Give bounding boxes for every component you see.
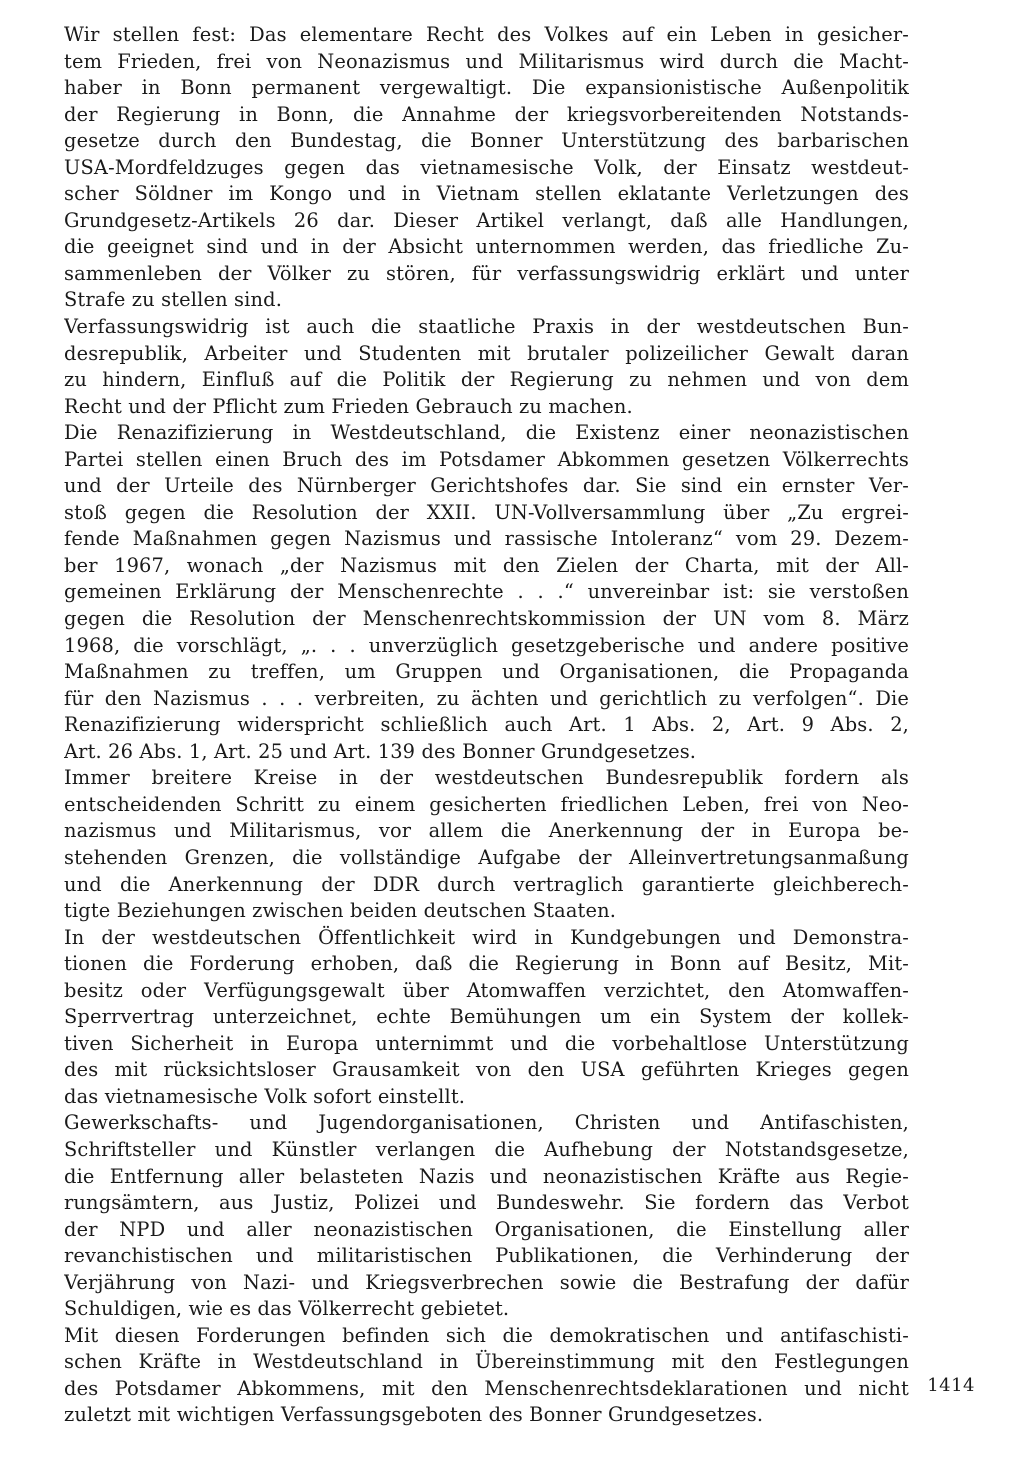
text-line: scher Söldner im Kongo und in Vietnam stellen eklatante Verletzungen des	[64, 182, 909, 206]
text-line: desrepublik, Arbeiter und Studenten mit brutaler polizeilicher Gewalt daran	[64, 341, 909, 365]
text-line: nazismus und Militarismus, vor allem die Anerkennung der in Europa be-	[64, 819, 909, 843]
text-line: Verjährung von Nazi- und Kriegsverbrechen sowie die Bestrafung der dafür	[64, 1270, 909, 1294]
text-line: für den Nazismus . . . verbreiten, zu ächten und gerichtlich zu verfolgen“. Die	[64, 686, 909, 710]
text-line: 1968, die vorschlägt, „. . . unverzüglich gesetzgeberische und andere positive	[64, 633, 909, 657]
text-line: Die Renazifizierung in Westdeutschland, die Existenz einer neonazistischen	[64, 421, 909, 445]
text-line: Partei stellen einen Bruch des im Potsdamer Abkommen gesetzen Völkerrechts	[64, 447, 909, 471]
text-line: revanchistischen und militaristischen Publikationen, die Verhinderung der	[64, 1244, 909, 1268]
text-line: Immer breitere Kreise in der westdeutschen Bundesrepublik fordern als	[64, 766, 909, 790]
text-line: Maßnahmen zu treffen, um Gruppen und Organisationen, die Propaganda	[64, 660, 909, 684]
text-line: USA-Mordfeldzuges gegen das vietnamesische Volk, der Einsatz westdeut-	[64, 155, 909, 179]
text-line: besitz oder Verfügungsgewalt über Atomwaffen verzichtet, den Atomwaffen-	[64, 978, 909, 1002]
text-line: stehenden Grenzen, die vollständige Aufgabe der Alleinvertretungsanmaßung	[64, 845, 909, 869]
text-line: rungsämtern, aus Justiz, Polizei und Bundeswehr. Sie fordern das Verbot	[64, 1191, 909, 1215]
text-line: schen Kräfte in Westdeutschland in Übereinstimmung mit den Festlegungen	[64, 1350, 909, 1374]
text-line: der NPD und aller neonazistischen Organisationen, die Einstellung aller	[64, 1217, 909, 1241]
text-line: das vietnamesische Volk sofort einstellt.	[64, 1084, 466, 1108]
text-line: entscheidenden Schritt zu einem gesicherten friedlichen Leben, frei von Neo-	[64, 792, 909, 816]
page-number: 1414	[927, 1375, 975, 1396]
text-line: Art. 26 Abs. 1, Art. 25 und Art. 139 des Bonner Grundgesetzes.	[64, 739, 697, 763]
text-line: Renazifizierung widerspricht schließlich auch Art. 1 Abs. 2, Art. 9 Abs. 2,	[64, 713, 909, 737]
text-line: Gewerkschafts- und Jugendorganisationen, Christen und Antifaschisten,	[64, 1111, 909, 1135]
text-line: und die Anerkennung der DDR durch vertraglich garantierte gleichberech-	[64, 872, 909, 896]
text-line: gemeinen Erklärung der Menschenrechte . . .“ unvereinbar ist: sie verstoßen	[64, 580, 909, 604]
paragraph	[64, 765, 909, 924]
text-line: fende Maßnahmen gegen Nazismus und rassische Intoleranz“ vom 29. Dezem-	[64, 527, 909, 551]
text-line: Strafe zu stellen sind.	[64, 288, 283, 312]
text-line: sammenleben der Völker zu stören, für verfassungswidrig erklärt und unter	[64, 261, 909, 285]
text-line: und der Urteile des Nürnberger Gerichtshofes dar. Sie sind ein ernster Ver-	[64, 474, 909, 498]
text-line: des Potsdamer Abkommens, mit den Menschenrechtsdeklarationen und nicht	[64, 1376, 909, 1400]
paragraph	[64, 925, 909, 1111]
text-line: tiven Sicherheit in Europa unternimmt und die vorbehaltlose Unterstützung	[64, 1031, 909, 1055]
text-line: tem Frieden, frei von Neonazismus und Militarismus wird durch die Macht-	[64, 49, 909, 73]
paragraph	[64, 22, 909, 314]
text-line: Wir stellen fest: Das elementare Recht des Volkes auf ein Leben in gesicher-	[64, 23, 909, 46]
text-line: haber in Bonn permanent vergewaltigt. Die expansionistische Außenpolitik	[64, 76, 909, 100]
text-line: gesetze durch den Bundestag, die Bonner Unterstützung des barbarischen	[64, 129, 909, 153]
text-line: Schuldigen, wie es das Völkerrecht gebietet.	[64, 1297, 510, 1321]
text-line: der Regierung in Bonn, die Annahme der kriegsvorbereitenden Notstands-	[64, 102, 909, 126]
text-line: tionen die Forderung erhoben, daß die Regierung in Bonn auf Besitz, Mit-	[64, 952, 909, 976]
text-line: Verfassungswidrig ist auch die staatliche Praxis in der westdeutschen Bun-	[64, 315, 909, 339]
text-line: Recht und der Pflicht zum Frieden Gebrauch zu machen.	[64, 394, 633, 418]
text-line: ber 1967, wonach „der Nazismus mit den Zielen der Charta, mit der All-	[64, 553, 909, 577]
paragraph	[64, 1110, 909, 1322]
text-line: Mit diesen Forderungen befinden sich die demokratischen und antifaschisti-	[64, 1323, 909, 1347]
body-text	[64, 22, 909, 1429]
text-line: In der westdeutschen Öffentlichkeit wird in Kundgebungen und Demonstra-	[64, 925, 909, 949]
text-line: tigte Beziehungen zwischen beiden deutschen Staaten.	[64, 899, 617, 923]
text-line: stoß gegen die Resolution der XXII. UN-Vollversammlung über „Zu ergrei-	[64, 500, 909, 524]
text-line: Sperrvertrag unterzeichnet, echte Bemühungen um ein System der kollek-	[64, 1005, 909, 1029]
paragraph	[64, 314, 909, 420]
text-line: die geeignet sind und in der Absicht unternommen werden, das friedliche Zu-	[64, 235, 909, 259]
text-line: die Entfernung aller belasteten Nazis und neonazistischen Kräfte aus Regie-	[64, 1164, 909, 1188]
paragraph	[64, 420, 909, 765]
text-line: zu hindern, Einfluß auf die Politik der Regierung zu nehmen und von dem	[64, 368, 909, 392]
text-line: Grundgesetz-Artikels 26 dar. Dieser Artikel verlangt, daß alle Handlungen,	[64, 208, 909, 232]
text-line: Schriftsteller und Künstler verlangen die Aufhebung der Notstandsgesetze,	[64, 1137, 909, 1161]
text-line: des mit rücksichtsloser Grausamkeit von den USA geführten Krieges gegen	[64, 1058, 909, 1082]
text-line: gegen die Resolution der Menschenrechtskommission der UN vom 8. März	[64, 607, 909, 631]
text-line: zuletzt mit wichtigen Verfassungsgeboten des Bonner Grundgesetzes.	[64, 1403, 764, 1427]
paragraph	[64, 1323, 909, 1429]
